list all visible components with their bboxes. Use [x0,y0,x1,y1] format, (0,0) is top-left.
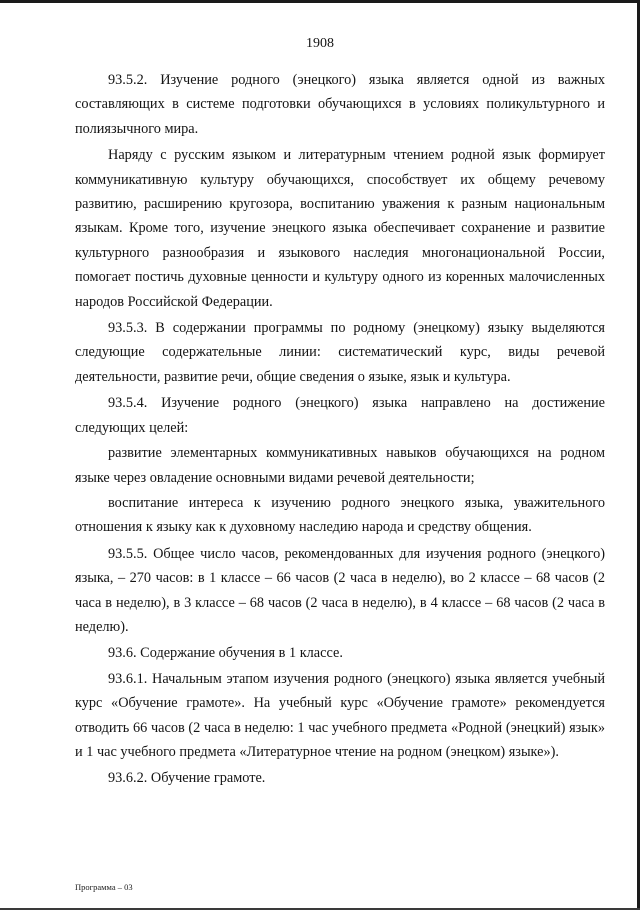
paragraph-93-6-2: 93.6.2. Обучение грамоте. [108,770,266,787]
document-body [75,68,605,792]
paragraph-93-5-3: 93.5.3. В содержании программы по родному (энецкому) языку выделяются следующие содержательные линии: систематический курс, виды речевой деятельности, развитие речи, общие сведения о языке, язык и культура. [75,320,605,385]
paragraph-native-language-role: Наряду с русским языком и литературным чтением родной язык формирует коммуникативную культуру обучающихся, способствует их общему речевому развитию, расширению кругозора, воспитанию уважения к разным национальным языкам. Кроме того, изучение энецкого языка обеспечивает сохранение и развитие культурного разнообразия и языкового наследия многонациональной России, помогает постичь духовные ценности и культуру одного из коренных малочисленных народов Российской Федерации. [75,147,605,310]
paragraph-93-5-5: 93.5.5. Общее число часов, рекомендованных для изучения родного (энецкого) языка, – 270 часов: в 1 классе – 66 часов (2 часа в неделю), во 2 классе – 68 часов (2 часа в неделю), в 3 классе – 68 часов (2 часа в неделю), в 4 классе – 68 часов (2 часа в неделю). [75,545,605,635]
paragraph-93-5-4: 93.5.4. Изучение родного (энецкого) языка направлено на достижение следующих целей: [75,395,605,436]
paragraph-93-5-2: 93.5.2. Изучение родного (энецкого) языка является одной из важных составляющих в системе подготовки обучающихся в условиях поликультурного и полиязычного мира. [75,72,605,137]
paragraph-93-6-1: 93.6.1. Начальным этапом изучения родного (энецкого) языка является учебный курс «Обучение грамоте». На учебный курс «Обучение грамоте» рекомендуется отводить 66 часов (2 часа в неделю: 1 час учебного предмета «Родной (энецкий) язык» и 1 час учебного предмета «Литературное чтение на родном (энецком) языке»). [75,670,605,760]
page-number: 1908 [306,36,334,51]
page-footer: Программа – 03 [75,882,133,892]
scan-edge-top [0,0,640,3]
paragraph-goal-interest: воспитание интереса к изучению родного энецкого языка, уважительного отношения к языку как к духовному наследию народа и средству общения. [75,494,605,536]
paragraph-93-6: 93.6. Содержание обучения в 1 классе. [108,645,343,662]
paragraph-goal-communication: развитие элементарных коммуникативных навыков обучающихся на родном языке через овладение основными видами речевой деятельности; [75,445,605,486]
